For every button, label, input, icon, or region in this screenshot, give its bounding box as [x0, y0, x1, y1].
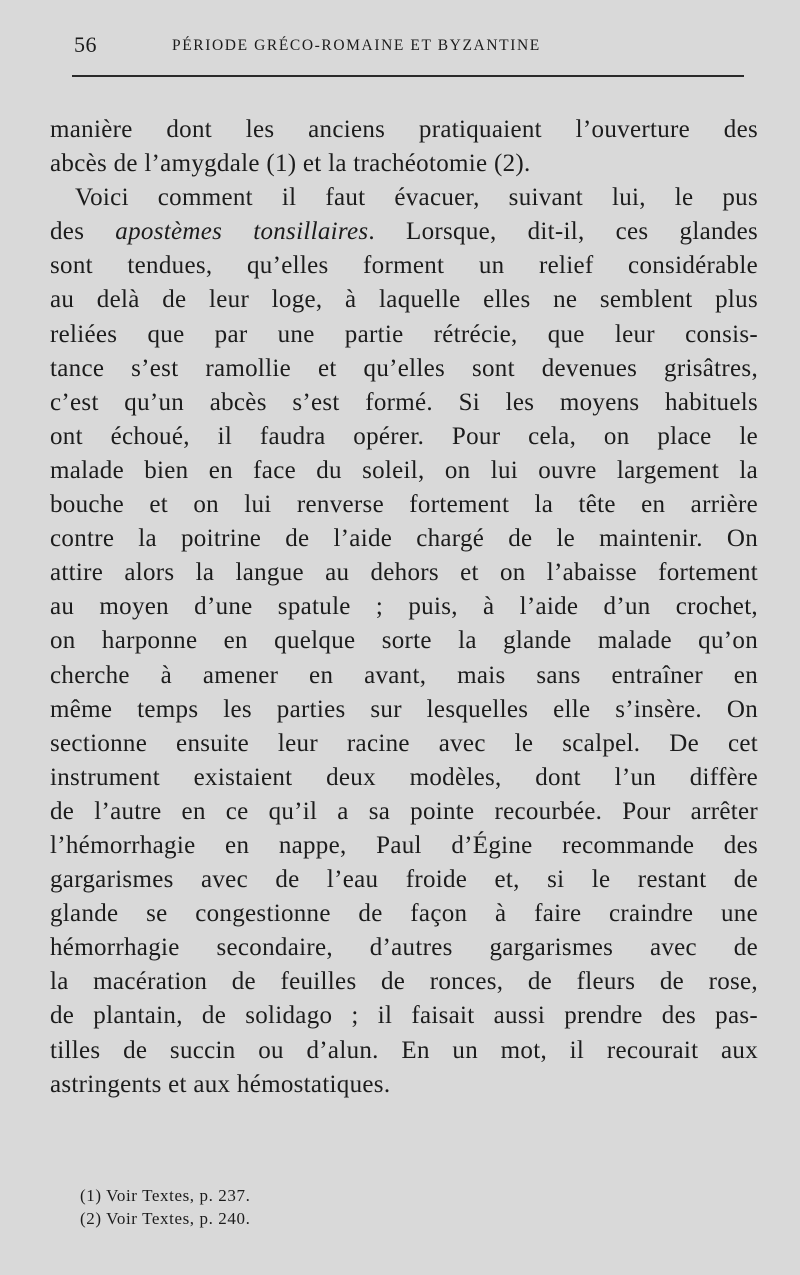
text-line: au moyen d’une spatule ; puis, à l’aide d’un crochet, — [50, 593, 758, 621]
text-line: Voici comment il faut évacuer, suivant lui, le pus — [75, 184, 758, 212]
text-line: malade bien en face du soleil, on lui ouvre largement la — [50, 456, 758, 484]
footnote: (2) Voir Textes, p. 240. — [80, 1209, 251, 1228]
text-line: tance s’est ramollie et qu’elles sont devenues grisâtres, — [50, 354, 758, 382]
text-line: sectionne ensuite leur racine avec le scalpel. De cet — [50, 729, 758, 757]
footnotes — [80, 1184, 480, 1230]
body-text — [50, 113, 758, 1102]
text-line: c’est qu’un abcès s’est formé. Si les moyens habituels — [50, 388, 758, 416]
text-line: bouche et on lui renverse fortement la tête en arrière — [50, 491, 758, 519]
text-line: astringents et aux hémostatiques. — [50, 1070, 391, 1098]
text-line: on harponne en quelque sorte la glande malade qu’on — [50, 627, 758, 655]
header-rule — [72, 75, 744, 77]
text-line: tilles de succin ou d’alun. En un mot, il recourait aux — [50, 1036, 758, 1064]
text-line: abcès de l’amygdale (1) et la trachéotomie (2). — [50, 150, 531, 178]
text-line: ont échoué, il faudra opérer. Pour cela, on place le — [50, 422, 758, 450]
text-line: au delà de leur loge, à laquelle elles ne semblent plus — [50, 286, 758, 314]
footnote: (1) Voir Textes, p. 237. — [80, 1186, 251, 1205]
text-line: de plantain, de solidago ; il faisait aussi prendre des pas- — [50, 1002, 758, 1030]
text-line: hémorrhagie secondaire, d’autres gargarismes avec de — [50, 934, 758, 962]
text-line: même temps les parties sur lesquelles elle s’insère. On — [50, 695, 758, 723]
text-line: cherche à amener en avant, mais sans entraîner en — [50, 661, 758, 689]
text-line: l’hémorrhagie en nappe, Paul d’Égine recommande des — [50, 831, 758, 859]
text-line: sont tendues, qu’elles forment un relief considérable — [50, 252, 758, 280]
text-line: reliées que par une partie rétrécie, que leur consis- — [50, 320, 758, 348]
text-line: manière dont les anciens pratiquaient l’ouverture des — [50, 116, 758, 143]
page-header — [74, 30, 754, 64]
text-line: glande se congestionne de façon à faire craindre une — [50, 900, 758, 928]
text-line: instrument existaient deux modèles, dont l’un diffère — [50, 763, 758, 791]
text-line: de l’autre en ce qu’il a sa pointe recourbée. Pour arrêter — [50, 797, 758, 825]
text-line: attire alors la langue au dehors et on l’abaisse fortement — [50, 559, 758, 587]
running-head: PÉRIODE GRÉCO-ROMAINE ET BYZANTINE — [172, 37, 541, 54]
page-number: 56 — [74, 32, 97, 57]
text-line: des apostèmes tonsillaires. Lorsque, dit-il, ces glandes — [50, 218, 758, 246]
text-line: la macération de feuilles de ronces, de fleurs de rose, — [50, 968, 758, 996]
text-line: gargarismes avec de l’eau froide et, si le restant de — [50, 866, 758, 894]
text-line: contre la poitrine de l’aide chargé de le maintenir. On — [50, 525, 758, 553]
